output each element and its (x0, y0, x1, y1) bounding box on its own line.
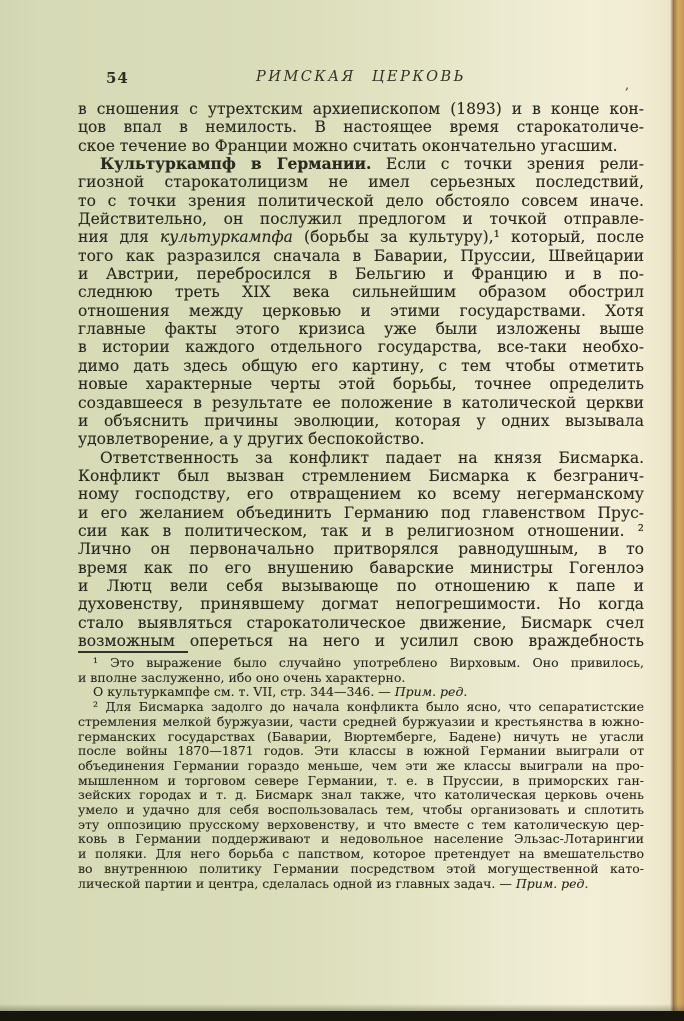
footnote2-line-13-text: лической партии и центра, сделалась одной из главных задач. — (78, 875, 512, 891)
body-line-6: то с точки зрения политической дело обстояло совсем иначе. (78, 191, 644, 210)
footnote1-line-2: и вполне заслуженно, ибо оно очень характерно. (78, 669, 406, 685)
footnote2-line-3: германских государствах (Баварии, Вюртемберге, Бадене) ничуть не угасли (78, 728, 644, 744)
main-text-block (78, 100, 644, 650)
footnote1-line-3-text: О культуркампфе см. т. VII, стр. 344—346. — (93, 684, 391, 700)
body-line-21: Конфликт был вызван стремлением Бисмарка к безгранич- (78, 466, 644, 485)
body-line-26: время как по его внушению баварские министры Гогенлоэ (78, 558, 644, 577)
ink-speck: , (625, 78, 630, 93)
body-line-22: ному господству, его отвращением ко всему негерманскому (78, 485, 644, 504)
footnotes-block (78, 656, 644, 891)
footnote2-line-13 (78, 877, 644, 892)
body-line-4-rest: Если с точки зрения рели- (386, 155, 644, 174)
footnote2-line-8: умело и удачно для себя воспользовалась тем, чтобы организовать и сплотить (78, 802, 644, 818)
footnote2-line-2: стремления мелкой буржуазии, части средней буржуазии и крестьянства в южно- (78, 713, 644, 729)
body-line-29: стало выявляться старокатолическое движение, Бисмарк счел (78, 613, 644, 632)
body-line-24: сии как в политическом, так и в религиозном отношении. ² (78, 521, 644, 540)
body-line-15: димо дать здесь общую его картину, с тем чтобы отметить (78, 356, 644, 375)
body-line-25: Лично он первоначально притворялся равнодушным, в то (78, 540, 644, 559)
footnote2-line-1: ² Для Бисмарка задолго до начала конфликта было ясно, что сепаратистские (93, 699, 644, 715)
body-line-12: отношения между церковью и этими государствами. Хотя (78, 301, 644, 320)
body-line-10: и Австрии, перебросился в Бельгию и Францию и в по- (78, 265, 644, 284)
footnote2-line-6: мышленном и торговом севере Германии, т. е. в Пруссии, в приморских ган- (78, 772, 644, 788)
footnote-rule (78, 651, 188, 653)
body-line-28: духовенству, принявшему догмат непогрешимости. Но когда (78, 595, 644, 614)
running-header: РИМСКАЯ ЦЕРКОВЬ (256, 69, 466, 85)
body-line-17: создавшееся в результате ее положение в католической церкви (78, 393, 644, 412)
footnote1-line-3 (78, 685, 644, 700)
body-line-27: и Лютц вели себя вызывающе по отношению к папе и (78, 576, 644, 595)
body-line-8-post: (борьбы за культуру),¹ который, после (304, 228, 645, 247)
body-line-20: Ответственность за конфликт падает на князя Бисмарка. (100, 448, 644, 467)
footnote1-line-1: ¹ Это выражение было случайно употреблено Вирховым. Оно привилось, (93, 655, 644, 670)
body-line-16: новые характерные черты этой борьбы, точнее определить (78, 375, 644, 394)
page-stack-edge (674, 0, 684, 1021)
body-line-19: удовлетворение, а у других беспокойство. (78, 430, 425, 449)
page-number: 54 (106, 69, 129, 87)
body-line-4 (78, 155, 644, 173)
editor-note-italic-2: Прим. ред. (515, 875, 589, 891)
body-line-7: Действительно, он послужил предлогом и точкой отправле- (78, 210, 644, 229)
body-line-9: того как разразился сначала в Баварии, Пруссии, Швейцарии (78, 246, 644, 265)
bottom-dark-edge (0, 1011, 684, 1021)
footnote2-line-10: ковь в Германии поддерживают и недовольное население Эльзас-Лотарингии (78, 831, 644, 847)
footnote2-line-5: объединения Германии гораздо меньше, чем эти же классы выиграли на про- (78, 757, 644, 773)
body-line-30: возможным опереться на него и усилил свою враждебность (78, 631, 644, 650)
body-line-18: и объяснить причины эволюции, которая у одних вызывала (78, 411, 644, 430)
footnote2-line-7: зейских городах и т. д. Бисмарк знал также, что католическая церковь очень (78, 787, 644, 803)
footnote2-line-9: эту оппозицию прусскому верховенству, и что вместе с тем католическую цер- (78, 816, 644, 832)
body-line-5: гиозной старокатолицизм не имел серьезных последствий, (78, 173, 644, 192)
body-line-8 (78, 228, 644, 246)
paragraph-lead-bold: Культуркампф в Германии. (100, 154, 372, 174)
editor-note-italic-1: Прим. ред. (394, 684, 468, 700)
footnote2-line-11: и поляки. Для него борьба с папством, которое претендует на вмешательство (78, 846, 644, 862)
body-line-11: следнюю треть XIX века сильнейшим образом обострил (78, 283, 644, 302)
kulturkampf-italic: культуркампфа (159, 228, 293, 247)
body-line-8-pre: ния для (78, 228, 149, 247)
body-line-13: главные факты этого кризиса уже были изложены выше (78, 320, 644, 339)
body-line-23: и его желанием объединить Германию под главенством Прус- (78, 503, 644, 522)
bottom-shadow (0, 1004, 684, 1011)
footnote2-line-4: после войны 1870—1871 годов. Эти классы в южной Германии выиграли от (78, 743, 644, 759)
footnote2-line-12: во внутреннюю политику Германии посредством этой могущественной като- (78, 860, 644, 876)
body-line-2: цов впал в немилость. В настоящее время старокатоличе- (78, 118, 644, 137)
body-line-14: в истории каждого отдельного государства, все-таки необхо- (78, 338, 644, 357)
body-line-1: в сношения с утрехтским архиепископом (1893) и в конце кон- (78, 100, 644, 118)
body-line-3: ское течение во Франции можно считать окончательно угасшим. (78, 136, 618, 155)
